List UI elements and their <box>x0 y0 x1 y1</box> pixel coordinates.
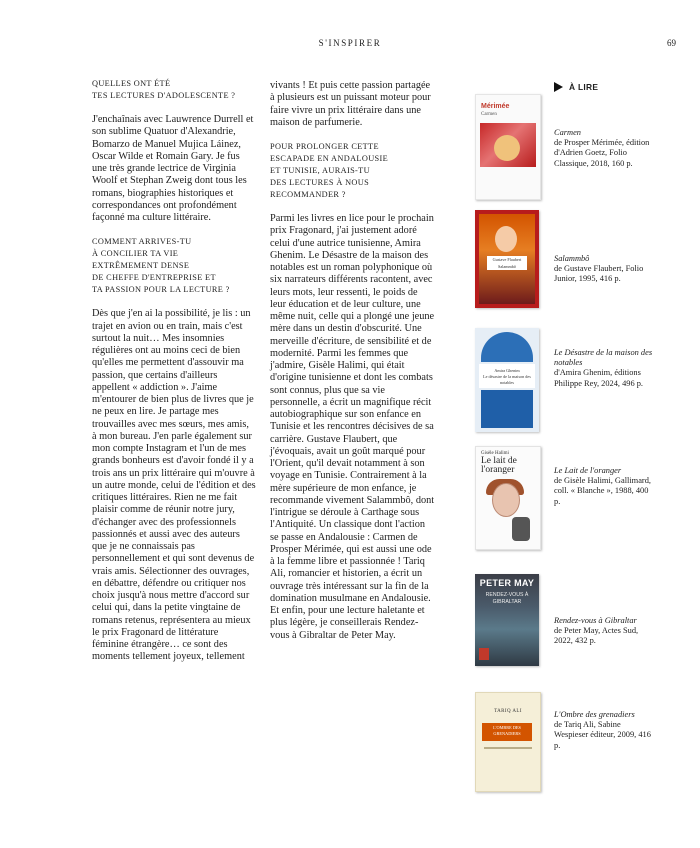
question-2: COMMENT ARRIVES-TU À CONCILIER TA VIE EXTRÊMEMENT DENSE DE CHEFFE D'ENTREPRISE ET TA PASSION POUR LA LECTURE ? <box>92 237 230 295</box>
interview-column-1 <box>92 78 256 664</box>
answer-1: J'enchaînais avec Lauwrence Durrell et son sublime Quatuor d'Alexandrie, Bomarzo de Manuel Mujica Láinez, Oscar Wilde et Romain Gary. Je fus une très grande lectrice de Virginia Woolf et Stephan Zweig dont tous les romans, biographies historiques et correspondances ont profondément façonné ma culture littéraire. <box>92 114 254 223</box>
book-cover-salammbo: Gustave Flaubert Salammbô <box>475 210 539 308</box>
book-caption-salammbo: Salammbô de Gustave Flaubert, Folio Junior, 1995, 416 p. <box>554 254 644 284</box>
question-3: POUR PROLONGER CETTE ESCAPADE EN ANDALOUSIE ET TUNISIE, AURAIS-TU DES LECTURES À NOUS RECOMMANDER ? <box>270 142 389 199</box>
answer-2-continued: vivants ! Et puis cette passion partagée à plusieurs est un puissant moteur pour faire vivre un prix littéraire dans une maison de parfumerie. <box>270 80 431 128</box>
book-cover-grenadiers: TARIQ ALI L'OMBRE DES GRENADIERS <box>475 692 541 792</box>
arrow-icon <box>554 82 563 92</box>
book-caption-lait-oranger: Le Lait de l'oranger de Gisèle Halimi, Gallimard, coll. « Blanche », 1988, 400 p. <box>554 466 651 506</box>
answer-2: Dès que j'en ai la possibilité, je lis : un trajet en avion ou en train, mais c'est surtout la nuit… Mes insomnies régulières ont au moins ceci de bien qu'elles me permettent d'assouvir ma passion, que certains d'ailleurs appellent « addiction ». J'aime m'entourer de bien plus de livres que je ne peux en lire. Je partage mes trouvailles avec mes sœurs, mes amis, à mon bureau. J'en parle également sur mon compte Instagram et l'un de mes grands bonheurs est d'avoir fondé il y a trois ans un prix littéraire qui m'ouvre à un autre monde, celui de l'édition et des critiques littéraires. Rien ne me fait plaisir comme de réunir notre jury, d'échanger avec des professionnels passionnés et aussi avec des auteurs que je ne connaissais pas personnellement et qui sont devenus de vrais amis. Sélectionner des ouvrages, en débattre, défendre ou critiquer nos choix jusqu'à nous mettre d'accord sur celui qui, dans la petite vingtaine de romans retenus, représentera au mieux le prix Fragonard de littérature féminine étrangère… ce sont des moments tellement joyeux, tellement <box>92 308 256 663</box>
interview-column-2 <box>270 80 436 642</box>
reading-list-heading: À LIRE <box>554 82 598 92</box>
book-caption-carmen: Carmen de Prosper Mérimée, édition d'Adrien Goetz, Folio Classique, 2018, 160 p. <box>554 128 650 168</box>
answer-3: Parmi les livres en lice pour le prochain prix Fragonard, j'ai justement adoré celui d'une autrice tunisienne, Amira Ghenim. Le Désastre de la maison des notables est un roman polyphonique où six narrateurs différents racontent, avec leurs mots, leur ressenti, le poids de leur éducation et de leur culture, une même nuit, celle qui a plongé une jeune mère dans un destin d'obscurité. Une merveille d'écriture, de sensibilité et de modernité. Parmi les femmes que j'admire, Gisèle Halimi, qui était d'origine tunisienne et dont les combats sont connus, plus que sa vie personnelle, a écrit un magnifique récit autobiographique sur son enfance en Tunisie et les rencontres décisives de sa carrière. Gustave Flaubert, que j'évoquais, avait un goût marqué pour l'Orient, qu'il devait notamment à son voyage en Tunisie. Contrairement à la mère supérieure de mon enfance, je recommande vivement Salammbô, dont l'intrigue se déroule à Carthage sous l'Antiquité. Un classique dont l'action se passe en Andalousie : Carmen de Prosper Mérimée, qui est aussi une ode à la femme libre et passionnée ! Tariq Ali, romancier et historien, a écrit un ouvrage très intéressant sur la fin de la domination musulmane en Andalousie. Et enfin, pour une lecture haletante et plus légère, je conseillerais Rendez-vous à Gibraltar de Peter May. <box>270 213 435 641</box>
book-cover-desastre: Amira Ghenim Le désastre de la maison des notables <box>475 328 539 432</box>
section-header: S'INSPIRER <box>318 38 382 48</box>
book-cover-lait-oranger: Gisèle Halimi Le lait de l'oranger <box>475 446 541 550</box>
book-caption-gibraltar: Rendez-vous à Gibraltar de Peter May, Actes Sud, 2022, 432 p. <box>554 616 639 646</box>
page-number: 69 <box>667 38 676 48</box>
book-caption-grenadiers: L'Ombre des grenadiers de Tariq Ali, Sabine Wespieser éditeur, 2009, 416 p. <box>554 710 651 750</box>
book-caption-desastre: Le Désastre de la maison des notables d'Amira Ghenim, éditions Philippe Rey, 2024, 496 p. <box>554 348 653 388</box>
question-1: QUELLES ONT ÉTÉ TES LECTURES D'ADOLESCENTE ? <box>92 79 236 100</box>
book-cover-carmen: Mérimée Carmen <box>475 94 541 200</box>
book-cover-gibraltar: PETER MAY RENDEZ-VOUS À GIBRALTAR <box>475 574 539 666</box>
